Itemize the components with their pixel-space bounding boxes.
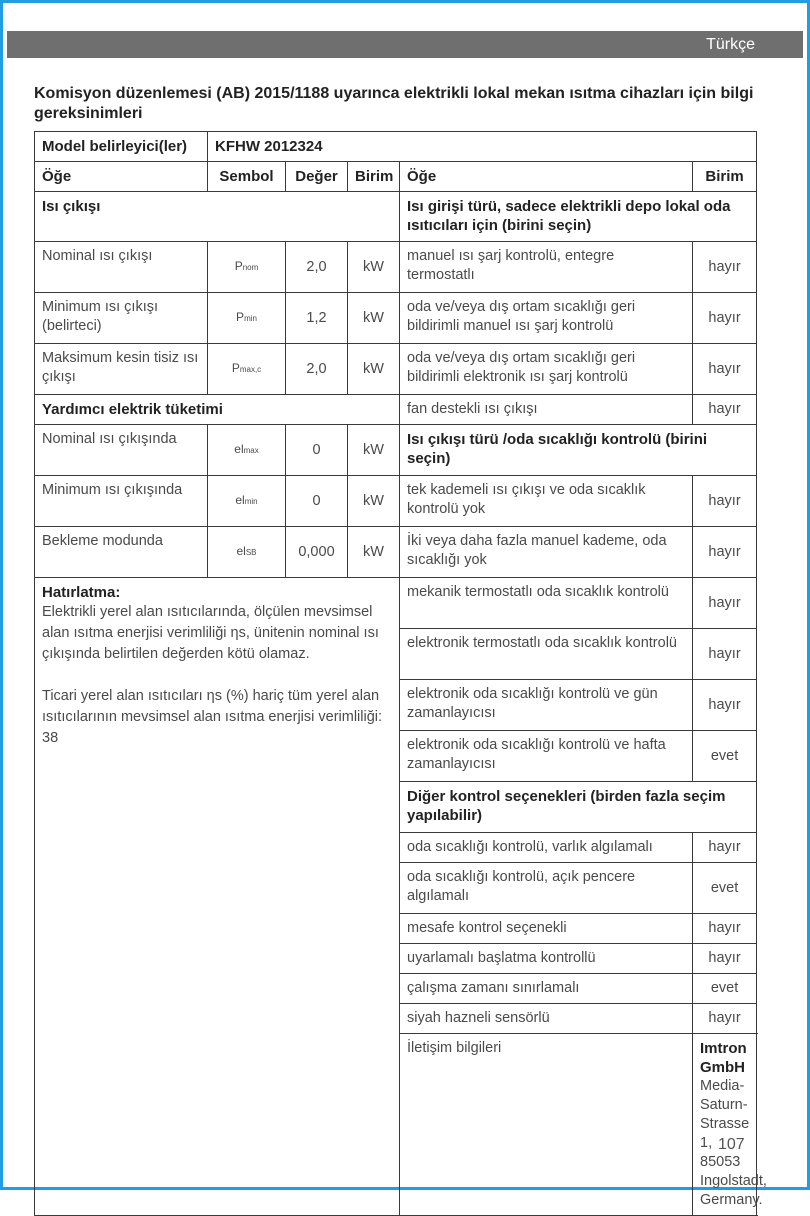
other-control-value: evet [693, 974, 757, 1004]
room-control-label: İki veya daha fazla manuel kademe, oda sıcaklığı yok [400, 527, 693, 578]
room-control-value: hayır [693, 527, 757, 578]
aux-label: Bekleme modunda [35, 527, 208, 578]
other-control-label: uyarlamalı başlatma kontrollü [400, 944, 693, 974]
room-control-value: evet [693, 731, 757, 782]
company-name: Imtron GmbH [700, 1040, 747, 1076]
heat-input-label: fan destekli ısı çıkışı [400, 395, 693, 425]
unit-cell: kW [348, 476, 400, 527]
other-control-label: oda sıcaklığı kontrolü, varlık algılamalı [400, 833, 693, 863]
info-table [34, 131, 767, 1216]
note-title: Hatırlatma: [42, 584, 121, 601]
page-number: 107 [718, 1136, 745, 1153]
value-cell: 0 [286, 476, 348, 527]
contact-info [693, 1034, 767, 1216]
heat-output-label: Minimum ısı çıkışı (belirteci) [35, 293, 208, 344]
room-control-label: elektronik oda sıcaklığı kontrolü ve gün zamanlayıcısı [400, 680, 693, 731]
other-control-title: Diğer kontrol seçenekleri (birden fazla seçim yapılabilir) [400, 782, 757, 833]
heat-input-label: oda ve/veya dış ortam sıcaklığı geri bildirimli elektronik ısı şarj kontrolü [400, 344, 693, 395]
room-control-title: Isı çıkışı türü /oda sıcaklığı kontrolü (birini seçin) [400, 425, 757, 476]
heat-input-label: manuel ısı şarj kontrolü, entegre termostatlı [400, 242, 693, 293]
aux-title: Yardımcı elektrik tüketimi [35, 395, 400, 425]
other-control-value: hayır [693, 944, 757, 974]
value-cell: 0 [286, 425, 348, 476]
room-control-label: elektronik oda sıcaklığı kontrolü ve hafta zamanlayıcısı [400, 731, 693, 782]
room-control-value: hayır [693, 476, 757, 527]
room-control-value: hayır [693, 578, 757, 629]
note-paragraph-2: Ticari yerel alan ısıtıcıları ηs (%) hariç tüm yerel alan ısıtıcılarının mevsimsel alan ısıtma enerjisi verimliliği: 38 [42, 688, 383, 746]
symbol-cell: elSB [208, 527, 286, 578]
heat-input-label: oda ve/veya dış ortam sıcaklığı geri bildirimli manuel ısı şarj kontrolü [400, 293, 693, 344]
heat-input-value: hayır [693, 395, 757, 425]
col-value: Değer [286, 162, 348, 192]
other-control-value: hayır [693, 833, 757, 863]
heat-input-title: Isı girişi türü, sadece elektrikli depo lokal oda ısıtıcıları için (birini seçin) [400, 192, 757, 242]
value-cell: 0,000 [286, 527, 348, 578]
col-unit-2: Birim [693, 162, 757, 192]
other-control-value: hayır [693, 914, 757, 944]
model-label: Model belirleyici(ler) [35, 132, 208, 162]
value-cell: 1,2 [286, 293, 348, 344]
col-unit: Birim [348, 162, 400, 192]
heat-input-value: hayır [693, 344, 757, 395]
symbol-cell: Pnom [208, 242, 286, 293]
room-control-value: hayır [693, 629, 757, 680]
other-control-label: mesafe kontrol seçenekli [400, 914, 693, 944]
value-cell: 2,0 [286, 344, 348, 395]
company-address: Media-Saturn-Strasse 1, 85053 Ingolstadt, Germany. [700, 1078, 767, 1208]
contact-label: İletişim bilgileri [400, 1034, 693, 1216]
other-control-label: çalışma zamanı sınırlamalı [400, 974, 693, 1004]
col-symbol: Sembol [208, 162, 286, 192]
heat-input-value: hayır [693, 242, 757, 293]
unit-cell: kW [348, 527, 400, 578]
room-control-label: mekanik termostatlı oda sıcaklık kontrolü [400, 578, 693, 629]
document-title: Komisyon düzenlemesi (AB) 2015/1188 uyarınca elektrikli lokal mekan ısıtma cihazları için bilgi gereksinimleri [34, 85, 754, 122]
other-control-value: hayır [693, 1004, 757, 1034]
other-control-value: evet [693, 863, 757, 914]
symbol-cell: elmax [208, 425, 286, 476]
language-label: Türkçe [706, 36, 755, 53]
note-cell [35, 578, 400, 1216]
room-control-label: tek kademeli ısı çıkışı ve oda sıcaklık kontrolü yok [400, 476, 693, 527]
symbol-cell: Pmin [208, 293, 286, 344]
unit-cell: kW [348, 242, 400, 293]
note-paragraph-1: Elektrikli yerel alan ısıtıcılarında, ölçülen mevsimsel alan ısıtma enerjisi verimliliği ηs, ünitenin nominal ısı çıkışında belirtilen değerden kötü olamaz. [42, 604, 379, 662]
heat-input-value: hayır [693, 293, 757, 344]
heat-output-label: Maksimum kesin tisiz ısı çıkışı [35, 344, 208, 395]
room-control-value: hayır [693, 680, 757, 731]
unit-cell: kW [348, 344, 400, 395]
room-control-label: elektronik termostatlı oda sıcaklık kontrolü [400, 629, 693, 680]
unit-cell: kW [348, 425, 400, 476]
symbol-cell: elmin [208, 476, 286, 527]
value-cell: 2,0 [286, 242, 348, 293]
heat-output-label: Nominal ısı çıkışı [35, 242, 208, 293]
other-control-label: siyah hazneli sensörlü [400, 1004, 693, 1034]
col-item: Öğe [35, 162, 208, 192]
aux-label: Nominal ısı çıkışında [35, 425, 208, 476]
aux-label: Minimum ısı çıkışında [35, 476, 208, 527]
symbol-cell: Pmax,c [208, 344, 286, 395]
model-value: KFHW 2012324 [208, 132, 757, 162]
language-header [7, 31, 803, 58]
other-control-label: oda sıcaklığı kontrolü, açık pencere algılamalı [400, 863, 693, 914]
heat-output-title: Isı çıkışı [35, 192, 400, 242]
unit-cell: kW [348, 293, 400, 344]
col-item-2: Öğe [400, 162, 693, 192]
